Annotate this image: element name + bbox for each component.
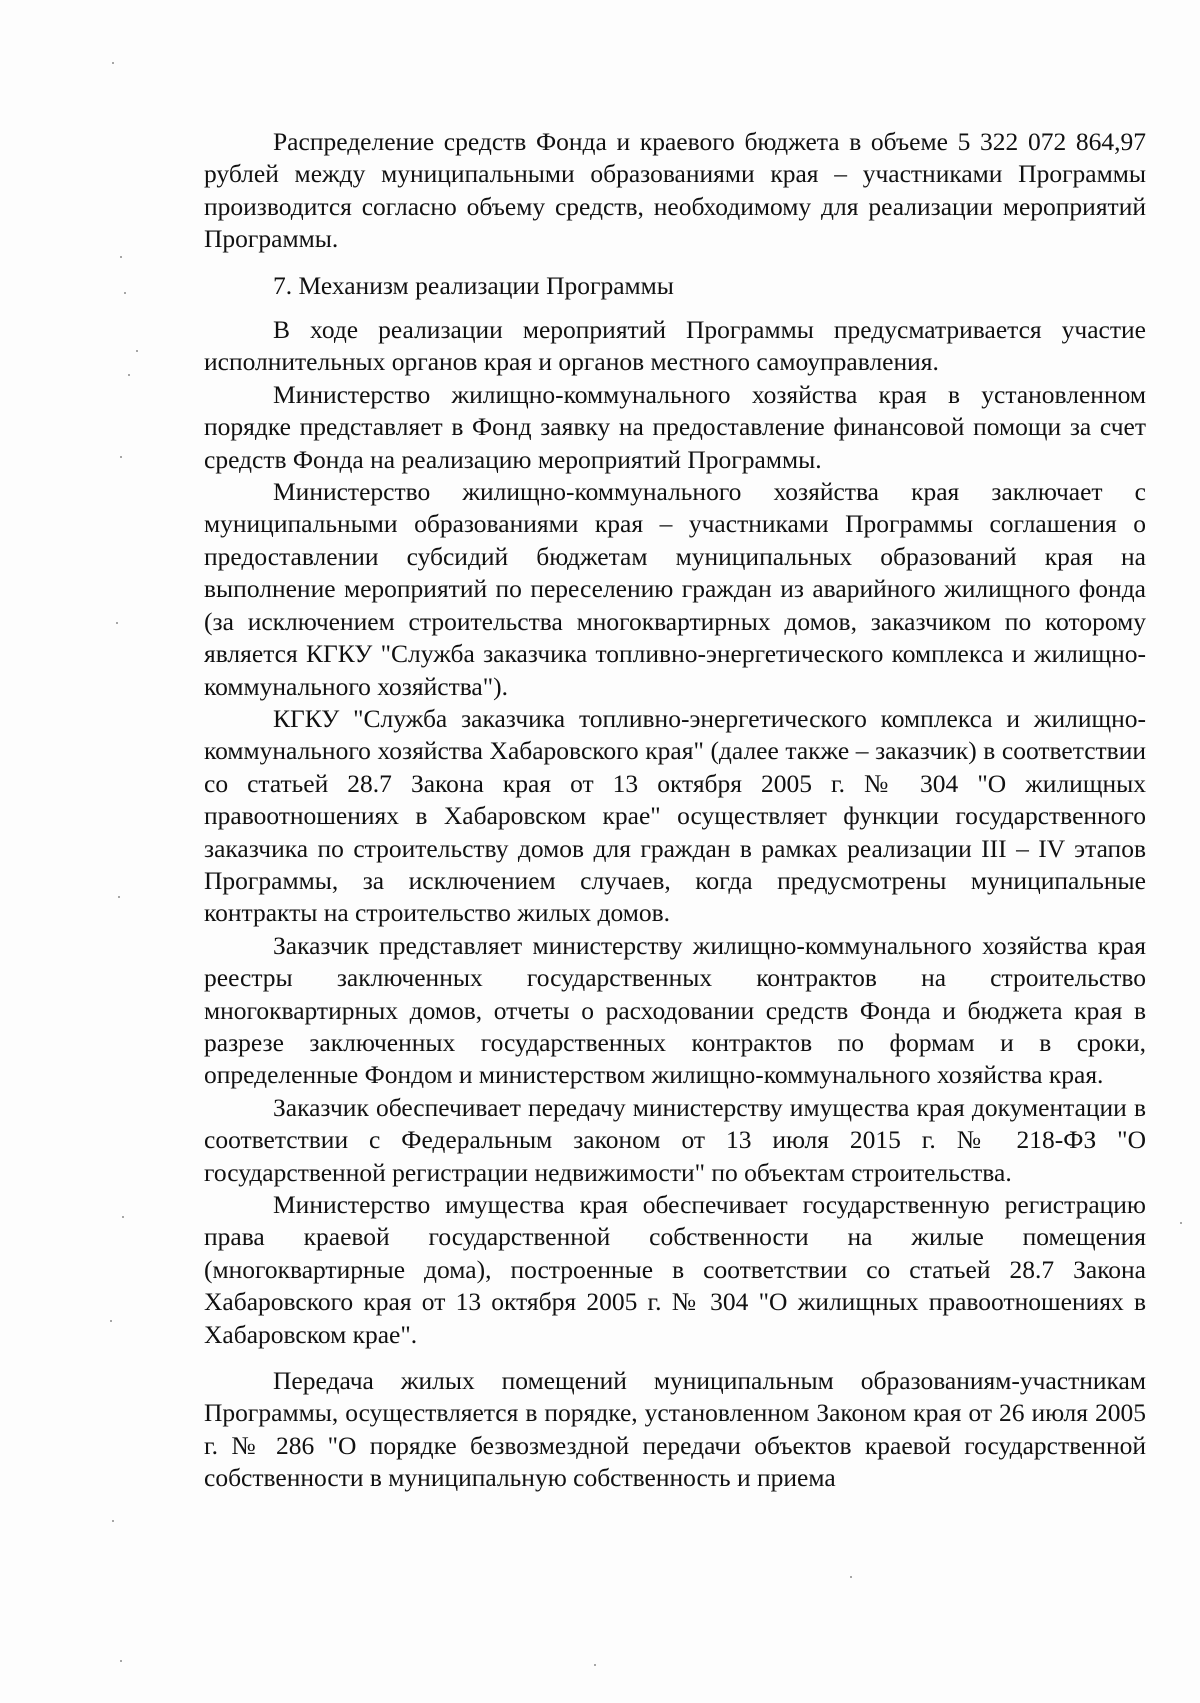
scan-speck (122, 1216, 124, 1218)
scan-speck (118, 896, 120, 898)
scan-speck (120, 456, 122, 458)
paragraph-customer-reports: Заказчик представляет министерству жилищно-коммунального хозяйства края реестры заключенных государственных контрактов на строительство многоквартирных домов, отчеты о расходовании средств Фонда и бюджета края в разрезе заключенных государственных контрактов по формам и в сроки, определенные Фондом и министерством жилищно-коммунального хозяйства края. (204, 930, 1146, 1090)
paragraph-property-registration: Министерство имущества края обеспечивает государственную регистрацию права краевой государственной собственности на жилые помещения (многоквартирные дома), построенные в соответствии со статьей 28.7 Закона Хабаровского края от 13 октября 2005 г. № 304 "О жилищных правоотношениях в Хабаровском крае". (204, 1190, 1146, 1349)
scan-speck (136, 350, 138, 352)
scan-speck (120, 256, 122, 258)
paragraph-participants: В ходе реализации мероприятий Программы предусматривается участие исполнительных органов края и органов местного самоуправления. (204, 315, 1146, 377)
paragraph-ministry-agreements: Министерство жилищно-коммунального хозяйства края заключает с муниципальными образованиями края – участниками Программы соглашения о предоставлении субсидий бюджетам муниципальных образований края на выполнение мероприятий по переселению граждан из аварийного жилищного фонда (за исключением строительства многоквартирных домов, заказчиком по которому является КГКУ "Служба заказчика топливно-энергетического комплекса и жилищно-коммунального хозяйства"). (204, 477, 1146, 701)
scan-speck (112, 62, 114, 64)
scan-speck (850, 1576, 852, 1578)
paragraph-funds-distribution: Распределение средств Фонда и краевого бюджета в объеме 5 322 072 864,97 рублей между муниципальными образованиями края – участниками Программы производится согласно объему средств, необходимому для реализации мероприятий Программы. (204, 127, 1146, 254)
paragraph-documentation-transfer: Заказчик обеспечивает передачу министерству имущества края документации в соответствии с Федеральным законом от 13 июля 2015 г. № 218-ФЗ "О государственной регистрации недвижимости" по объектам строительства. (204, 1092, 1146, 1187)
scan-speck (120, 1660, 122, 1662)
scan-speck (594, 1664, 596, 1666)
scan-speck (110, 1320, 112, 1322)
scan-speck (112, 1520, 114, 1522)
scan-speck (124, 292, 126, 294)
paragraph-ministry-application: Министерство жилищно-коммунального хозяйства края в установленном порядке представляет в Фонд заявку на предоставление финансовой помощи за счет средств Фонда на реализацию мероприятий Программы. (204, 379, 1146, 474)
document-body (204, 126, 1146, 1495)
scan-speck (128, 374, 130, 376)
scan-speck (1180, 1222, 1182, 1224)
paragraph-housing-transfer: Передача жилых помещений муниципальным образованиям-участникам Программы, осуществляется в порядке, установленном Законом края от 26 июля 2005 г. № 286 "О порядке безвозмездной передачи объектов краевой государственной собственности в муниципальную собственность и приема (204, 1366, 1146, 1493)
paragraph-customer-service: КГКУ "Служба заказчика топливно-энергетического комплекса и жилищно-коммунального хозяйства Хабаровского края" (далее также – заказчик) в соответствии со статьей 28.7 Закона края от 13 октября 2005 г. № 304 "О жилищных правоотношениях в Хабаровском крае" осуществляет функции государственного заказчика по строительству домов для граждан в рамках реализации III – IV этапов Программы, за исключением случаев, когда предусмотрены муниципальные контракты на строительство жилых домов. (204, 703, 1146, 928)
scan-speck (116, 622, 118, 624)
section-heading-implementation-mechanism: 7. Механизм реализации Программы (273, 270, 674, 300)
